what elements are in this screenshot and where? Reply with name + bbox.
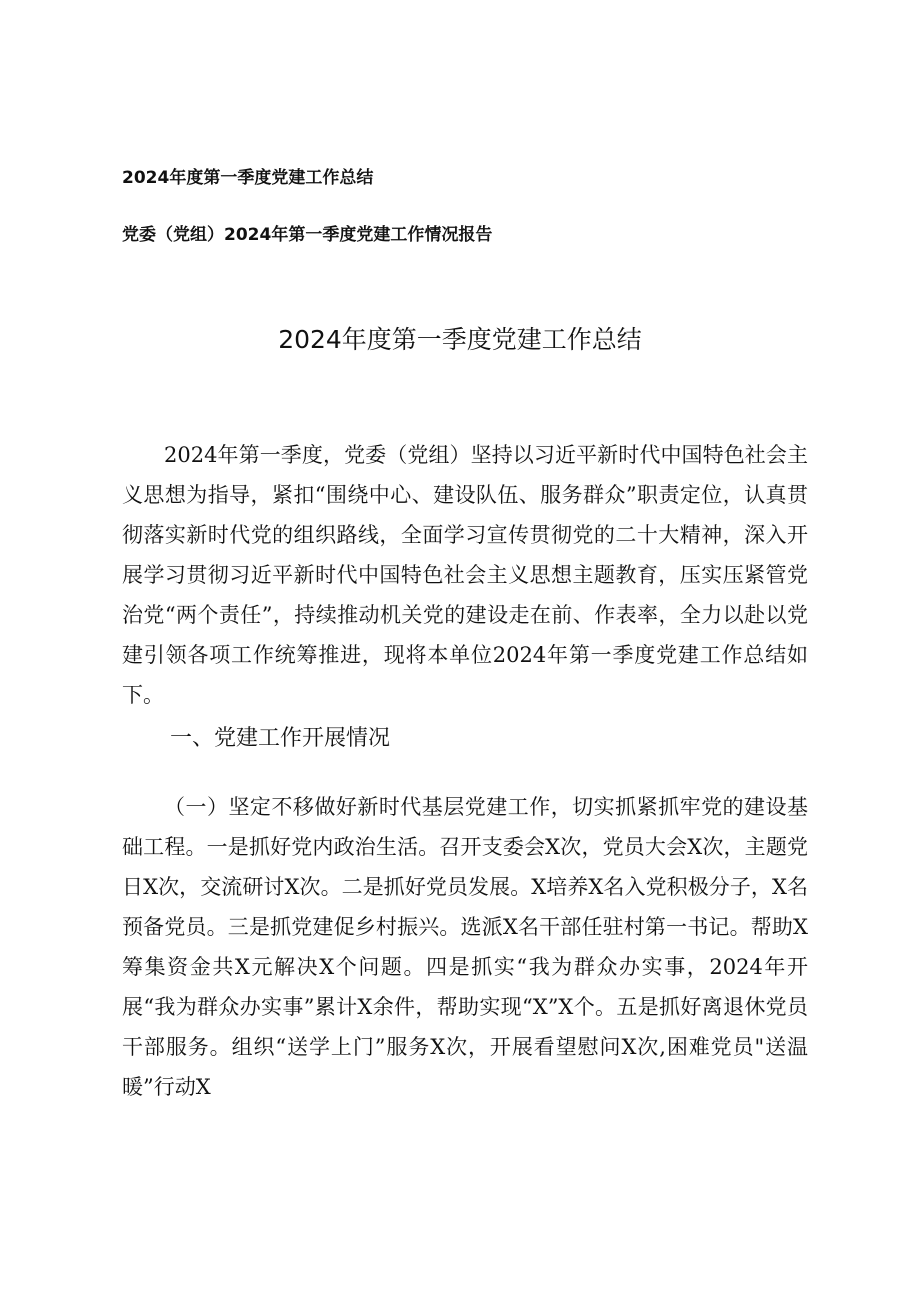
section-heading-1: 一、党建工作开展情况 xyxy=(170,726,391,751)
intro-paragraph: 2024年第一季度，党委（党组）坚持以习近平新时代中国特色社会主义思想为指导，紧扣“围绕中心、建设队伍、服务群众”职责定位，认真贯彻落实新时代党的组织路线，全面学习宣传贯彻党的二十大精神，深入开展学习贯彻习近平新时代中国特色社会主义思想主题教育，压实压紧管党治党“两个责任”，持续推动机关党的建设走在前、作表率，全力以赴以党建引领各项工作统筹推进，现将本单位2024年第一季度党建工作总结如下。 xyxy=(122,443,808,707)
document-title: 2024年度第一季度党建工作总结 xyxy=(278,325,642,354)
toc-item-report: 党委（党组）2024年第一季度党建工作情况报告 xyxy=(122,225,493,245)
section-1-paragraph: （一）坚定不移做好新时代基层党建工作，切实抓紧抓牢党的建设基础工程。一是抓好党内政治生活。召开支委会X次，党员大会X次，主题党日X次，交流研讨X次。二是抓好党员发展。X培养X名入党积极分子，X名预备党员。三是抓党建促乡村振兴。选派X名干部任驻村第一书记。帮助X筹集资金共X元解决X个问题。四是抓实“我为群众办实事，2024年开展“我为群众办实事”累计X余件，帮助实现“X”X个。五是抓好离退休党员干部服务。组织“送学上门”服务X次，开展看望慰问X次,困难党员"送温暖”行动X xyxy=(122,795,808,1099)
toc-item-summary: 2024年度第一季度党建工作总结 xyxy=(122,168,374,188)
